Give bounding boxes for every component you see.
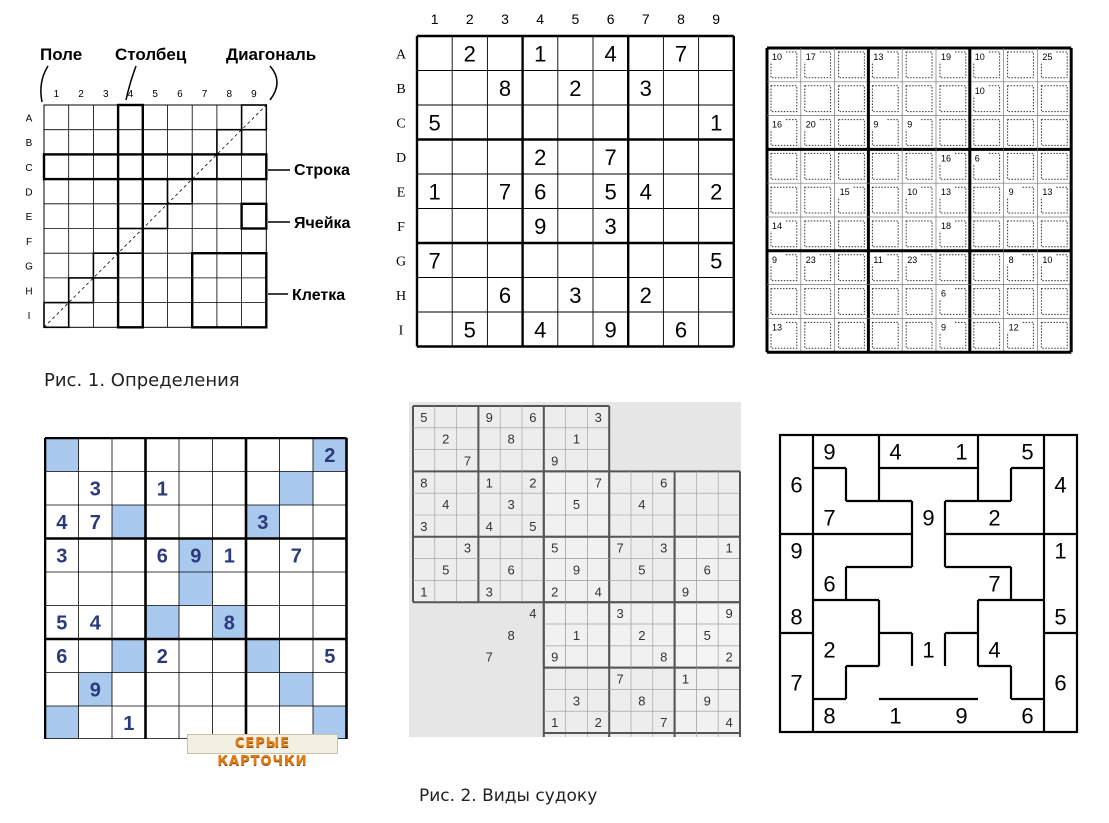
- cell-digit: 7: [616, 540, 624, 556]
- cell-digit: 2: [639, 282, 652, 308]
- cell-digit: 1: [428, 179, 441, 205]
- cell-digit: 3: [420, 518, 428, 534]
- cell-digit: 2: [594, 715, 602, 731]
- cell-digit: 2: [988, 505, 1001, 531]
- col-header: 8: [226, 89, 233, 100]
- row-header: B: [396, 81, 406, 97]
- cell-digit: 5: [710, 248, 723, 274]
- cell-digit: 7: [463, 453, 472, 469]
- cell-digit: 5: [442, 562, 450, 578]
- figure2-caption: Рис. 2. Виды судоку: [419, 786, 598, 806]
- cage-sum: 11: [873, 254, 883, 265]
- cell-digit: 5: [324, 645, 336, 668]
- cell-digit: 7: [988, 571, 1001, 597]
- cage-sum: 10: [907, 187, 918, 198]
- col-header: 6: [177, 89, 183, 100]
- cell-digit: 6: [703, 562, 711, 578]
- cell-digit: 4: [1054, 472, 1067, 498]
- row-header: C: [396, 116, 406, 132]
- cell-digit: 5: [703, 627, 711, 643]
- row-header: B: [25, 138, 33, 150]
- cell-digit: 5: [420, 409, 428, 425]
- cell-digit: 2: [442, 431, 450, 447]
- cell-digit: 2: [638, 627, 646, 643]
- cell-digit: 6: [674, 317, 688, 343]
- row-header: F: [25, 236, 33, 248]
- cell-digit: 9: [604, 317, 617, 343]
- cell-digit: 1: [922, 637, 935, 663]
- row-header: G: [25, 261, 33, 273]
- cell-digit: 9: [922, 505, 935, 531]
- cell-digit: 6: [534, 179, 547, 205]
- col-header: 1: [430, 11, 439, 27]
- cell-digit: 7: [790, 670, 803, 696]
- cage-sum: 9: [1008, 187, 1014, 198]
- col-header: 5: [152, 89, 158, 100]
- row-header: H: [395, 288, 407, 304]
- cage-sum: 15: [839, 187, 850, 198]
- cell-digit: 1: [123, 712, 135, 735]
- cell-digit: 6: [56, 645, 68, 668]
- cell-digit: 3: [639, 75, 652, 101]
- cell-digit: 3: [89, 478, 101, 501]
- classic-sudoku: [385, 0, 740, 360]
- cell-digit: 3: [485, 584, 493, 600]
- cell-digit: 5: [529, 518, 537, 534]
- cell-digit: 9: [955, 703, 968, 729]
- cage-sum: 20: [805, 119, 816, 130]
- cell-digit: 7: [823, 505, 836, 531]
- cell-digit: 4: [639, 179, 652, 205]
- col-header: 9: [251, 89, 257, 100]
- cell-digit: 8: [660, 649, 668, 665]
- col-header: 3: [102, 89, 109, 100]
- cell-digit: 2: [156, 645, 168, 668]
- cell-digit: 9: [534, 213, 547, 239]
- cell-digit: 1: [551, 715, 559, 731]
- cell-digit: 7: [485, 649, 493, 665]
- definitions-diagram: [0, 30, 380, 340]
- cell-digit: 2: [569, 75, 582, 101]
- cell-digit: 1: [572, 627, 581, 643]
- cage-sum: 19: [941, 52, 952, 62]
- cell-digit: 5: [604, 179, 617, 205]
- arrow-field: [41, 66, 48, 102]
- cell-digit: 6: [1021, 703, 1034, 729]
- row-header: D: [395, 150, 407, 166]
- cell-digit: 4: [638, 497, 646, 513]
- col-header: 7: [641, 11, 650, 27]
- cell-digit: 3: [56, 545, 68, 568]
- col-header: 3: [501, 11, 509, 27]
- row-header: D: [25, 187, 33, 199]
- cage-sum: 13: [941, 187, 952, 198]
- col-header: 8: [677, 11, 685, 27]
- cage-sum: 16: [941, 153, 952, 164]
- cell-digit: 1: [955, 439, 968, 465]
- cell-digit: 4: [442, 497, 450, 513]
- cell-digit: 4: [485, 518, 493, 534]
- cage-sum: 9: [873, 119, 879, 130]
- cage-sum: 9: [907, 119, 913, 130]
- highlight-cell: [280, 673, 314, 707]
- cell-digit: 4: [604, 41, 617, 67]
- highlight-cell: [146, 606, 180, 640]
- cell-digit: 7: [594, 475, 602, 491]
- highlight-cell: [280, 472, 314, 506]
- row-header: F: [397, 219, 405, 235]
- cell-digit: 1: [485, 475, 493, 491]
- cell-digit: 1: [681, 671, 690, 687]
- cell-digit: 8: [223, 612, 235, 635]
- cell-digit: 7: [604, 144, 617, 170]
- cell-digit: 1: [534, 41, 547, 67]
- label-row: Строка: [294, 162, 350, 179]
- row-header: I: [398, 323, 404, 339]
- cell-digit: 2: [529, 475, 537, 491]
- cell-digit: 4: [725, 715, 733, 731]
- cell-digit: 5: [463, 317, 476, 343]
- label-diagonal: Диагональ: [226, 45, 317, 64]
- cell-digit: 5: [56, 612, 68, 635]
- cell-digit: 6: [507, 562, 515, 578]
- cell-digit: 2: [725, 649, 733, 665]
- cage-sum: 6: [941, 288, 947, 299]
- cell-digit: 6: [1054, 670, 1067, 696]
- cell-digit: 7: [498, 179, 512, 205]
- cage-sum: 10: [974, 85, 985, 96]
- killer-cages: [767, 48, 1071, 352]
- label-box: Клетка: [292, 287, 346, 304]
- col-header: 1: [53, 89, 60, 100]
- row-header: A: [25, 113, 33, 125]
- highlight-cell: [112, 505, 146, 539]
- jigsaw-sudoku: [778, 433, 1080, 735]
- col-header: 7: [201, 89, 208, 100]
- classic-digits: [428, 41, 722, 342]
- cell-digit: 5: [572, 497, 581, 513]
- cell-digit: 3: [257, 511, 269, 534]
- cell-digit: 2: [823, 637, 836, 663]
- cage-sum: 17: [805, 52, 816, 62]
- killer-sudoku: [765, 46, 1075, 354]
- cell-digit: 9: [190, 545, 202, 568]
- cell-digit: 9: [823, 439, 836, 465]
- cell-digit: 3: [572, 693, 581, 709]
- cell-digit: 3: [604, 213, 617, 239]
- cage-sum: 6: [974, 153, 980, 164]
- col-header: 5: [571, 11, 580, 27]
- definitions-grid: [44, 105, 266, 327]
- logo-grey-cards: СЕРЫЕ КАРТОЧКИ: [187, 734, 338, 754]
- col-header: 4: [127, 89, 134, 100]
- cell-digit: 4: [529, 606, 537, 622]
- cage-sum: 8: [1008, 254, 1014, 265]
- cell-digit: 8: [823, 703, 836, 729]
- cell-digit: 7: [660, 715, 668, 731]
- cage-sum: 12: [1008, 322, 1019, 333]
- cell-digit: 8: [790, 604, 803, 630]
- diagonal-sudoku: [44, 437, 349, 739]
- label-column: Столбец: [115, 45, 187, 64]
- cell-digit: 7: [89, 511, 101, 534]
- cage-sum: 14: [772, 221, 783, 231]
- cell-digit: 1: [572, 431, 581, 447]
- col-header: 9: [712, 11, 721, 27]
- cell-digit: 5: [551, 540, 559, 556]
- cell-digit: 2: [551, 584, 559, 600]
- cage-sum: 25: [1042, 52, 1053, 62]
- cell-digit: 2: [534, 144, 547, 170]
- cell-digit: 5: [428, 110, 441, 136]
- cell-digit: 3: [594, 409, 602, 425]
- cage-sum: 16: [772, 119, 783, 130]
- cage-sum: 23: [907, 254, 918, 265]
- highlight-cell: [45, 706, 79, 739]
- cage-sum: 13: [772, 322, 783, 333]
- row-header: H: [25, 286, 33, 298]
- cell-digit: 6: [498, 282, 512, 308]
- arrow-diagonal: [270, 66, 277, 100]
- killer-background: [767, 48, 1071, 352]
- cell-digit: 4: [89, 612, 101, 635]
- cage-sum: 9: [772, 254, 778, 265]
- cell-digit: 1: [710, 110, 723, 136]
- cell-digit: 4: [988, 637, 1001, 663]
- col-header: 2: [465, 11, 474, 27]
- row-header: I: [27, 310, 31, 322]
- cage-sum: 10: [772, 52, 783, 62]
- highlight-cell: [112, 639, 146, 673]
- cell-digit: 8: [507, 431, 515, 447]
- cell-digit: 9: [485, 409, 493, 425]
- samurai-sudoku: [409, 402, 741, 737]
- cell-digit: 5: [1054, 604, 1067, 630]
- cage-sum: 10: [974, 52, 985, 62]
- label-cell: Ячейка: [294, 215, 351, 232]
- cell-digit: 3: [660, 540, 668, 556]
- row-header: C: [25, 162, 33, 174]
- cell-digit: 1: [725, 540, 733, 556]
- cage-sum: 13: [1042, 187, 1053, 198]
- cell-digit: 9: [572, 562, 581, 578]
- row-header: A: [395, 47, 407, 63]
- cell-digit: 6: [823, 571, 836, 597]
- cage-sum: 23: [805, 254, 816, 265]
- cell-digit: 6: [660, 475, 668, 491]
- label-field: Поле: [40, 45, 83, 64]
- cage-sum: 18: [941, 221, 952, 231]
- highlight-cell: [45, 438, 79, 472]
- cell-digit: 3: [463, 540, 472, 556]
- cell-digit: 1: [156, 478, 168, 501]
- cell-digit: 7: [428, 248, 441, 274]
- cell-digit: 8: [638, 693, 646, 709]
- cage-sum: 13: [873, 52, 884, 62]
- samurai-subgrid: [544, 602, 740, 737]
- cell-digit: 4: [534, 317, 547, 343]
- cell-digit: 9: [89, 679, 101, 702]
- cell-digit: 4: [56, 511, 68, 534]
- highlight-cell: [246, 639, 280, 673]
- cell-digit: 4: [594, 584, 602, 600]
- cell-digit: 9: [725, 606, 733, 622]
- cell-digit: 1: [420, 584, 428, 600]
- row-header: E: [25, 212, 33, 224]
- cell-digit: 9: [790, 538, 803, 564]
- cell-digit: 5: [1021, 439, 1034, 465]
- cell-digit: 9: [703, 693, 711, 709]
- cell-digit: 4: [889, 439, 902, 465]
- cell-digit: 3: [616, 606, 624, 622]
- cell-digit: 1: [889, 703, 902, 729]
- cell-digit: 3: [569, 282, 582, 308]
- cell-digit: 7: [290, 545, 302, 568]
- highlight-cell: [179, 572, 213, 606]
- cell-digit: 7: [616, 671, 624, 687]
- cage-sum: 9: [941, 322, 947, 333]
- cell-digit: 8: [498, 75, 512, 101]
- cell-digit: 9: [551, 649, 559, 665]
- cell-digit: 5: [638, 562, 646, 578]
- row-header: G: [395, 254, 407, 270]
- row-header: E: [396, 185, 406, 201]
- col-header: 4: [536, 11, 545, 27]
- cell-digit: 1: [223, 545, 235, 568]
- cell-digit: 9: [681, 584, 690, 600]
- cell-digit: 3: [507, 497, 515, 513]
- figure1-caption: Рис. 1. Определения: [44, 370, 240, 391]
- cell-digit: 6: [790, 472, 803, 498]
- cell-digit: 8: [420, 475, 428, 491]
- cell-digit: 6: [529, 409, 537, 425]
- col-header: 2: [78, 89, 84, 100]
- cell-digit: 8: [507, 627, 515, 643]
- cage-sum: 10: [1042, 254, 1053, 265]
- cell-digit: 1: [1054, 538, 1067, 564]
- cell-digit: 2: [710, 179, 723, 205]
- cell-digit: 2: [463, 41, 476, 67]
- cell-digit: 7: [674, 41, 688, 67]
- cell-digit: 6: [156, 545, 168, 568]
- col-header: 6: [606, 11, 615, 27]
- cell-digit: 9: [551, 453, 559, 469]
- cell-digit: 2: [324, 444, 336, 467]
